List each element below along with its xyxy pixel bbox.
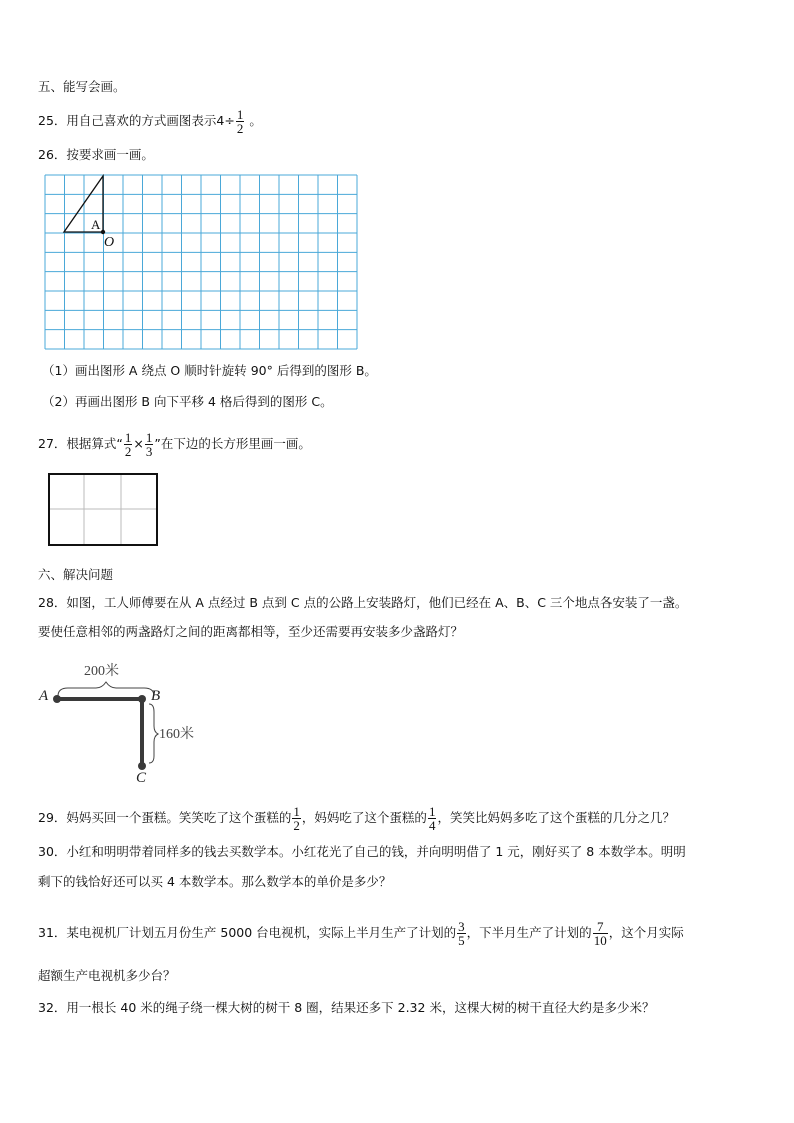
question-31-line-2: 超额生产电视机多少台？ bbox=[38, 968, 176, 983]
question-number: 26． bbox=[38, 147, 67, 162]
question-26 bbox=[38, 147, 154, 163]
label-o: O bbox=[104, 235, 115, 250]
rectangle-figure bbox=[48, 473, 158, 546]
period: 。 bbox=[249, 113, 262, 128]
label-c: C bbox=[136, 770, 147, 786]
question-number: 28． bbox=[38, 595, 67, 610]
question-text: 用自己喜欢的方式画图表示 bbox=[66, 113, 217, 128]
section-6-title: 六、解决问题 bbox=[38, 567, 114, 582]
question-text: 小红和明明带着同样多的钱去买数学本。小红花光了自己的钱，并向明明借了 1 元，刚好买了 8 本数学本。明明 bbox=[66, 844, 686, 859]
numerator: 7 bbox=[596, 919, 604, 934]
question-text-2: ，下半月生产了计划的 bbox=[466, 925, 592, 940]
section-5-title: 五、能写会画。 bbox=[38, 79, 126, 94]
road-figure bbox=[36, 656, 206, 786]
fraction-1 bbox=[124, 431, 133, 458]
fraction bbox=[236, 108, 245, 135]
question-27 bbox=[38, 431, 311, 458]
numerator: 3 bbox=[458, 919, 465, 934]
question-number: 31． bbox=[38, 925, 67, 940]
question-text-pre: 根据算式“ bbox=[66, 436, 123, 451]
question-number: 25． bbox=[38, 113, 67, 128]
question-text: 按要求画一画。 bbox=[66, 147, 154, 162]
denominator: 2 bbox=[236, 121, 244, 136]
label-bc-distance: 160米 bbox=[159, 727, 194, 742]
point-b bbox=[138, 695, 146, 703]
denominator: 2 bbox=[293, 818, 300, 833]
label-a: A bbox=[91, 217, 101, 232]
question-30-line-2: 剩下的钱恰好还可以买 4 本数学本。那么数学本的单价是多少？ bbox=[38, 874, 392, 889]
label-a: A bbox=[39, 688, 49, 704]
question-text-3: ，这个月实际 bbox=[608, 925, 684, 940]
question-28-line-2: 要使任意相邻的两盏路灯之间的距离都相等，至少还需要再安装多少盏路灯？ bbox=[38, 624, 464, 639]
numerator: 1 bbox=[145, 430, 153, 445]
denominator: 5 bbox=[458, 933, 465, 948]
question-text-3: ，笑笑比妈妈多吃了这个蛋糕的几分之几？ bbox=[437, 810, 675, 825]
question-text-2: ，妈妈吃了这个蛋糕的 bbox=[301, 810, 427, 825]
fraction-1 bbox=[292, 805, 301, 832]
denominator: 10 bbox=[593, 933, 607, 948]
fraction-2 bbox=[593, 920, 608, 947]
question-text-1: 某电视机厂计划五月份生产 5000 台电视机，实际上半月生产了计划的 bbox=[66, 925, 457, 940]
question-31-line-1 bbox=[38, 920, 684, 947]
fraction-2 bbox=[145, 431, 154, 458]
label-ab-distance: 200米 bbox=[84, 664, 119, 679]
numerator: 1 bbox=[428, 804, 436, 819]
question-29 bbox=[38, 805, 675, 832]
point-o bbox=[101, 230, 105, 234]
fraction-2 bbox=[428, 805, 437, 832]
question-number: 32． bbox=[38, 1000, 67, 1015]
brace-ab bbox=[58, 682, 154, 696]
question-number: 30． bbox=[38, 844, 67, 859]
question-text: 如图，工人师傅要在从 A 点经过 B 点到 C 点的公路上安装路灯，他们已经在 A、B、C 三个地点各安装了一盏。 bbox=[66, 595, 688, 610]
q26-subtask-1: （1）画出图形 A 绕点 O 顺时针旋转 90° 后得到的图形 B。 bbox=[42, 363, 377, 378]
q26-subtask-2: （2）再画出图形 B 向下平移 4 格后得到的图形 C。 bbox=[42, 394, 333, 409]
question-28-line-1 bbox=[38, 595, 687, 611]
question-32 bbox=[38, 1000, 654, 1016]
point-c bbox=[138, 762, 146, 770]
question-25 bbox=[38, 108, 262, 135]
label-b: B bbox=[151, 688, 161, 704]
denominator: 2 bbox=[124, 444, 132, 459]
question-number: 27． bbox=[38, 436, 67, 451]
numerator: 1 bbox=[293, 804, 300, 819]
grid-figure bbox=[44, 174, 360, 352]
times-sign: × bbox=[133, 436, 144, 451]
expression: 4÷ bbox=[216, 113, 235, 128]
question-text: 用一根长 40 米的绳子绕一棵大树的树干 8 圈，结果还多下 2.32 米，这棵大树的树干直径大约是多少米？ bbox=[66, 1000, 655, 1015]
question-number: 29． bbox=[38, 810, 67, 825]
point-a bbox=[53, 695, 61, 703]
question-30-line-1 bbox=[38, 844, 686, 860]
question-text-post: ”在下边的长方形里画一画。 bbox=[154, 436, 311, 451]
numerator: 1 bbox=[124, 430, 132, 445]
fraction-1 bbox=[457, 920, 466, 947]
denominator: 3 bbox=[145, 444, 153, 459]
numerator: 1 bbox=[236, 107, 244, 122]
denominator: 4 bbox=[428, 818, 436, 833]
question-text-1: 妈妈买回一个蛋糕。笑笑吃了这个蛋糕的 bbox=[66, 810, 292, 825]
brace-bc bbox=[149, 704, 158, 763]
